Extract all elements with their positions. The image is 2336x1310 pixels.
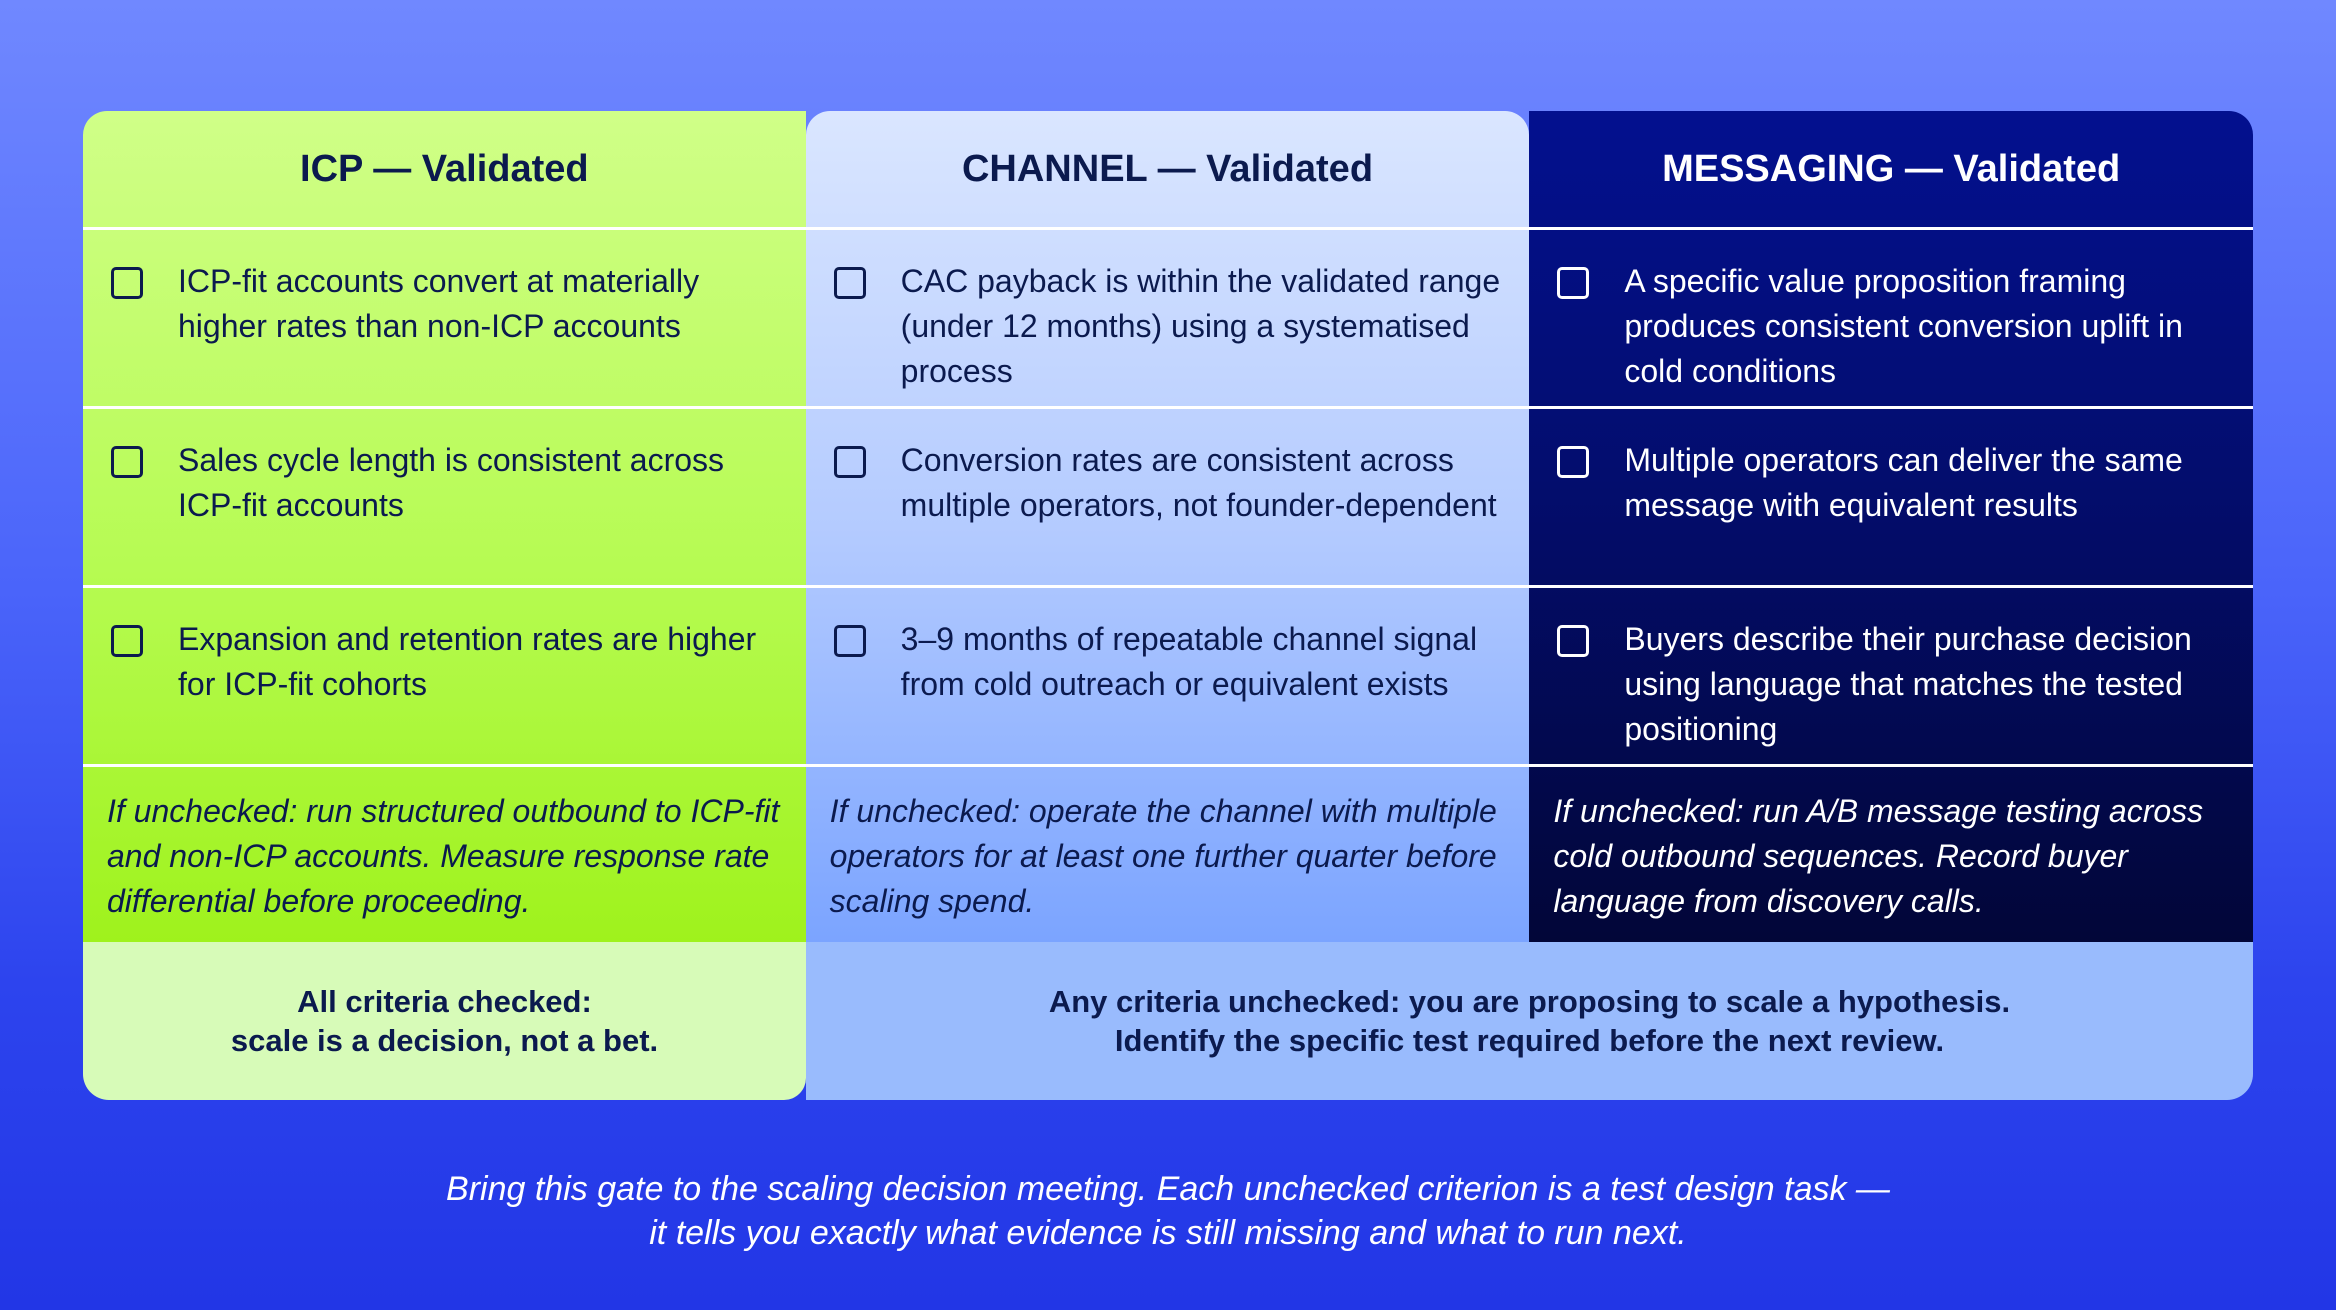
validation-gate-board [83, 111, 2253, 1100]
criterion-text: A specific value proposition framing produces consistent conversion uplift in cold conditions [1624, 263, 2183, 389]
checkbox-icon[interactable] [111, 446, 143, 478]
column-header-icp: ICP — Validated [83, 111, 806, 230]
summary-all-checked [83, 942, 806, 1100]
column-messaging [1529, 111, 2253, 943]
summary-row [83, 942, 2253, 1100]
footer-note [0, 1167, 2336, 1255]
criterion-row[interactable] [806, 230, 1530, 409]
criterion-row[interactable] [1529, 409, 2253, 588]
criterion-row[interactable] [806, 588, 1530, 767]
column-header-channel: CHANNEL — Validated [806, 111, 1530, 230]
criterion-row[interactable] [83, 588, 806, 767]
criterion-text: Expansion and retention rates are higher for ICP-fit cohorts [178, 621, 757, 702]
criterion-text: Buyers describe their purchase decision using language that matches the tested positioning [1624, 621, 2192, 747]
criterion-row[interactable] [1529, 588, 2253, 767]
summary-any-unchecked-line1: Any criteria unchecked: you are proposing to scale a hypothesis. [1048, 984, 2011, 1019]
criterion-row[interactable] [83, 409, 806, 588]
checkbox-icon[interactable] [1557, 625, 1589, 657]
criterion-row[interactable] [1529, 230, 2253, 409]
criterion-text: CAC payback is within the validated range (under 12 months) using a systematised process [900, 263, 1501, 389]
checkbox-icon[interactable] [834, 625, 866, 657]
criterion-row[interactable] [83, 230, 806, 409]
summary-all-checked-line1: All criteria checked: [297, 984, 592, 1019]
if-unchecked-note-icp: If unchecked: run structured outbound to ICP-fit and non-ICP accounts. Measure response rate differential before proceeding. [107, 793, 780, 919]
criterion-text: Multiple operators can deliver the same message with equivalent results [1624, 442, 2183, 523]
checkbox-icon[interactable] [1557, 267, 1589, 299]
summary-any-unchecked [806, 942, 2253, 1100]
column-header-messaging: MESSAGING — Validated [1529, 111, 2253, 230]
summary-any-unchecked-line2: Identify the specific test required before the next review. [1114, 1023, 1945, 1058]
checkbox-icon[interactable] [834, 267, 866, 299]
summary-all-checked-line2: scale is a decision, not a bet. [230, 1023, 659, 1058]
criterion-row[interactable] [806, 409, 1530, 588]
column-channel [806, 111, 1530, 943]
criteria-grid [83, 111, 2253, 943]
column-icp [83, 111, 806, 943]
if-unchecked-note-messaging: If unchecked: run A/B message testing across cold outbound sequences. Record buyer language from discovery calls. [1553, 793, 2204, 919]
criterion-text: Sales cycle length is consistent across ICP-fit accounts [178, 442, 725, 523]
if-unchecked-note-channel: If unchecked: operate the channel with multiple operators for at least one further quarter before scaling spend. [829, 793, 1497, 919]
footer-line1: Bring this gate to the scaling decision meeting. Each unchecked criterion is a test design task — [446, 1170, 1890, 1208]
checkbox-icon[interactable] [834, 446, 866, 478]
criterion-text: 3–9 months of repeatable channel signal from cold outreach or equivalent exists [900, 621, 1478, 702]
checkbox-icon[interactable] [111, 625, 143, 657]
footer-line2: it tells you exactly what evidence is still missing and what to run next. [649, 1214, 1687, 1252]
checkbox-icon[interactable] [111, 267, 143, 299]
criterion-text: ICP-fit accounts convert at materially higher rates than non-ICP accounts [178, 263, 700, 344]
criterion-text: Conversion rates are consistent across multiple operators, not founder-dependent [900, 442, 1497, 523]
checkbox-icon[interactable] [1557, 446, 1589, 478]
